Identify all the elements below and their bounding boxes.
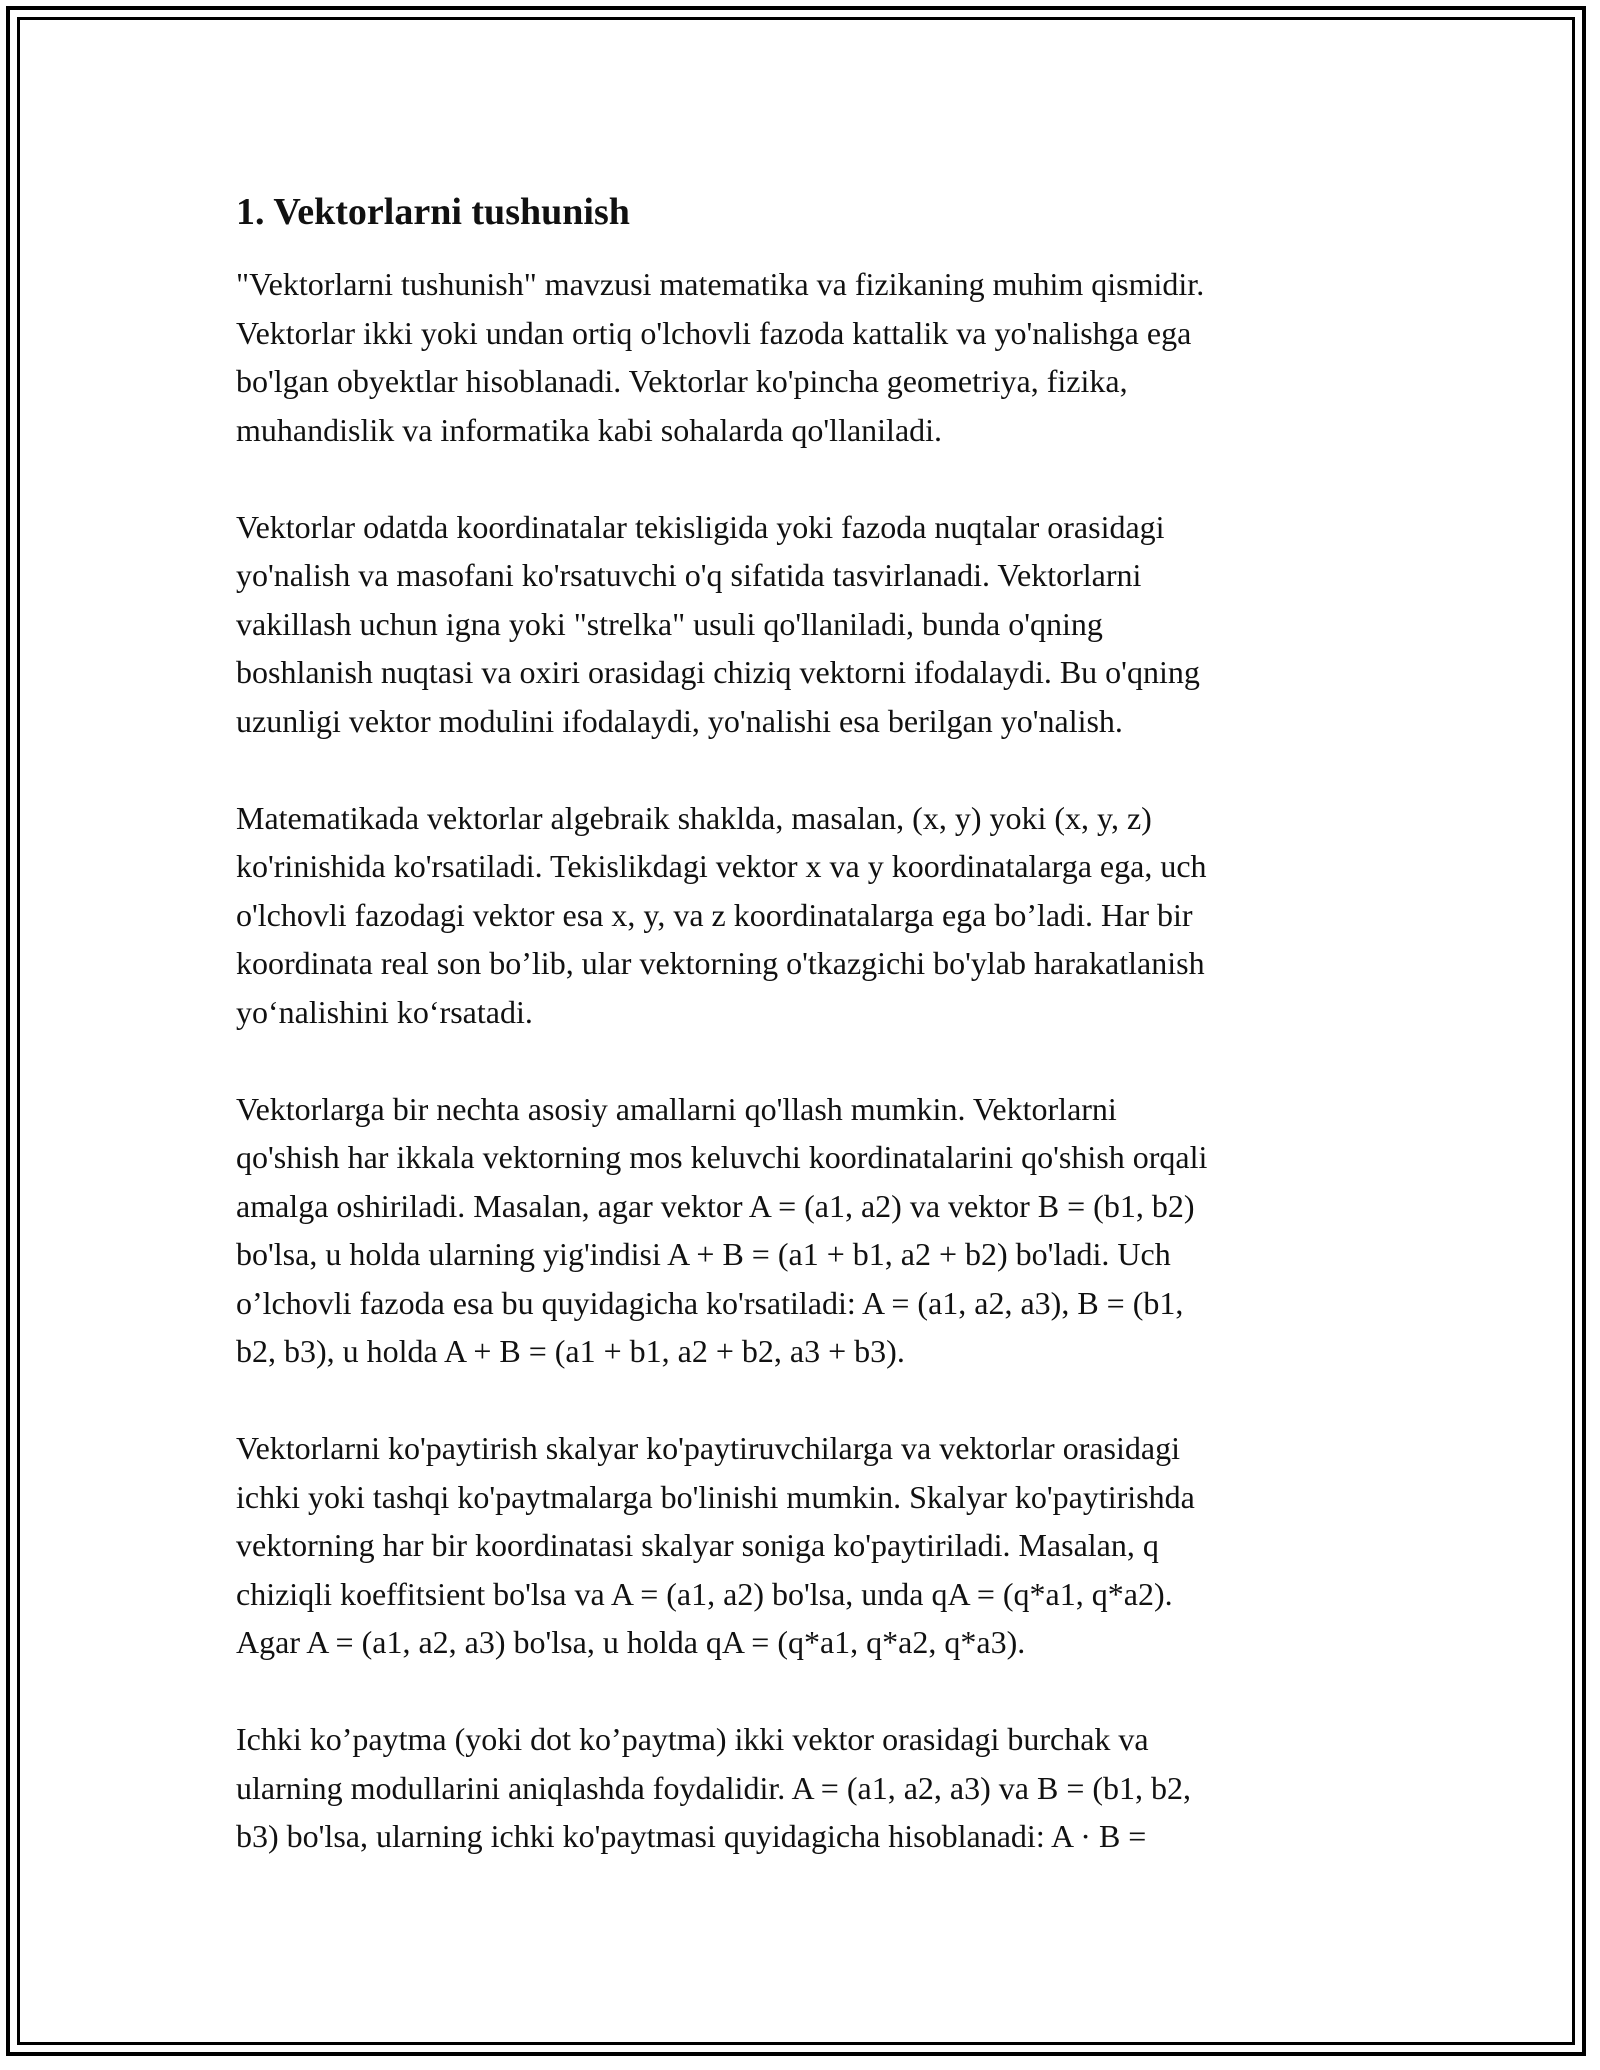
text-line: Agar A = (a1, a2, a3) bo'lsa, u holda qA = (q*a1, q*a2, q*a3).: [236, 1624, 1026, 1660]
paragraph-3: [236, 794, 1366, 1037]
text-line: Vektorlarga bir nechta asosiy amallarni qo'llash mumkin. Vektorlarni: [236, 1090, 1117, 1127]
paragraph-5: [236, 1424, 1366, 1667]
text-line: "Vektorlarni tushunish" mavzusi matematika va fizikaning muhim qismidir.: [236, 266, 1205, 302]
paragraph-6: [236, 1715, 1366, 1861]
text-line: bo'lgan obyektlar hisoblanadi. Vektorlar ko'pincha geometriya, fizika,: [236, 363, 1128, 399]
section-heading: 1. Vektorlarni tushunish: [236, 191, 630, 233]
text-line: Vektorlarni ko'paytirish skalyar ko'paytiruvchilarga va vektorlar orasidagi: [236, 1430, 1180, 1466]
text-line: qo'shish har ikkala vektorning mos keluvchi koordinatalarini qo'shish orqali: [236, 1139, 1208, 1175]
text-line: koordinata real son bo’lib, ular vektorning o'tkazgichi bo'ylab harakatlanish: [236, 945, 1205, 981]
text-line: ichki yoki tashqi ko'paytmalarga bo'linishi mumkin. Skalyar ko'paytirishda: [236, 1478, 1195, 1515]
paragraph-2: [236, 503, 1366, 746]
text-line: uzunligi vektor modulini ifodalaydi, yo'nalishi esa berilgan yo'nalish.: [236, 702, 1123, 739]
text-line: Vektorlar ikki yoki undan ortiq o'lchovli fazoda kattalik va yo'nalishga ega: [236, 314, 1192, 351]
text-line: o'lchovli fazodagi vektor esa x, y, va z koordinatalarga ega bo’ladi. Har bir: [236, 896, 1193, 933]
text-line: vakillash uchun igna yoki "strelka" usuli qo'llaniladi, bunda o'qning: [236, 605, 1103, 642]
text-line: bo'lsa, u holda ularning yig'indisi A + B = (a1 + b1, a2 + b2) bo'ladi. Uch: [236, 1236, 1171, 1272]
text-line: b3) bo'lsa, ularning ichki ko'paytmasi quyidagicha hisoblanadi: A · B =: [236, 1818, 1147, 1854]
paragraph-4: [236, 1085, 1366, 1376]
text-line: Vektorlar odatda koordinatalar tekisligida yoki fazoda nuqtalar orasidagi: [236, 508, 1165, 545]
text-line: chiziqli koeffitsient bo'lsa va A = (a1, a2) bo'lsa, unda qA = (q*a1, q*a2).: [236, 1575, 1173, 1612]
text-line: yo‘nalishini ko‘rsatadi.: [236, 993, 533, 1030]
text-line: Matematikada vektorlar algebraik shaklda, masalan, (x, y) yoki (x, y, z): [236, 799, 1152, 836]
text-line: amalga oshiriladi. Masalan, agar vektor A = (a1, a2) va vektor B = (b1, b2): [236, 1187, 1195, 1224]
text-line: o’lchovli fazoda esa bu quyidagicha ko'rsatiladi: A = (a1, a2, a3), B = (b1,: [236, 1284, 1184, 1321]
text-line: ko'rinishida ko'rsatiladi. Tekislikdagi vektor x va y koordinatalarga ega, uch: [236, 848, 1207, 884]
text-line: yo'nalish va masofani ko'rsatuvchi o'q sifatida tasvirlanadi. Vektorlarni: [236, 557, 1142, 593]
text-line: muhandislik va informatika kabi sohalarda qo'llaniladi.: [236, 411, 943, 448]
text-line: Ichki ko’paytma (yoki dot ko’paytma) ikki vektor orasidagi burchak va: [236, 1721, 1149, 1757]
text-line: b2, b3), u holda A + B = (a1 + b1, a2 + b2, a3 + b3).: [236, 1333, 905, 1369]
text-line: boshlanish nuqtasi va oxiri orasidagi chiziq vektorni ifodalaydi. Bu o'qning: [236, 654, 1200, 690]
text-line: vektorning har bir koordinatasi skalyar soniga ko'paytiriladi. Masalan, q: [236, 1527, 1159, 1563]
text-line: ularning modullarini aniqlashda foydalidir. A = (a1, a2, a3) va B = (b1, b2,: [236, 1769, 1192, 1806]
paragraph-1: [236, 260, 1366, 454]
document-body: [236, 188, 1366, 1909]
